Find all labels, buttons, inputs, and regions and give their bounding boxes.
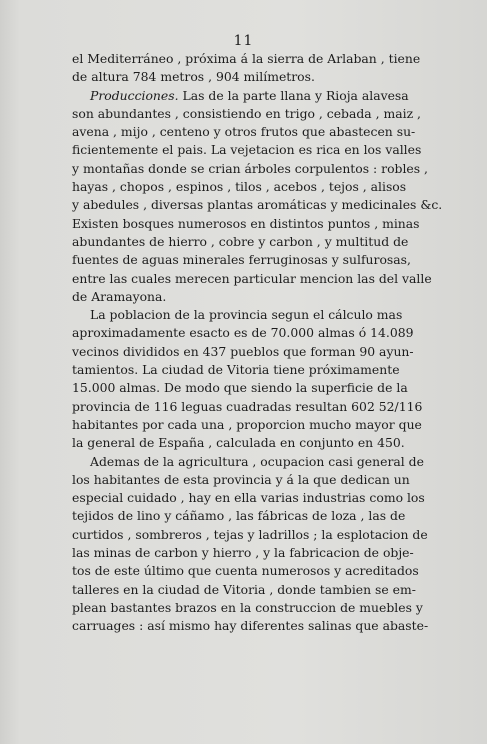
text-line: avena , mijo , centeno y otros frutos que abastecen su- [72, 124, 416, 140]
text-line: aproximadamente esacto es de 70.000 almas ó 14.089 [72, 325, 414, 341]
text-line: tamientos. La ciudad de Vitoria tiene próximamente [72, 362, 400, 378]
section-heading-italic: Producciones. [90, 87, 179, 103]
text-line: la general de España , calculada en conjunto en 450. [72, 435, 405, 451]
text-line: de altura 784 metros , 904 milímetros. [72, 69, 315, 85]
text-line: entre las cuales merecen particular mencion las del valle [72, 270, 432, 286]
paragraph-2 [72, 87, 443, 307]
text-line: fuentes de aguas minerales ferruginosas y sulfurosas, [72, 252, 411, 268]
text-line: ficientemente el pais. La vejetacion es rica en los valles [72, 142, 422, 158]
text-line: habitantes por cada una , proporcion mucho mayor que [72, 416, 422, 432]
text-line: 15.000 almas. De modo que siendo la superficie de la [72, 380, 408, 396]
paragraph-3 [72, 306, 423, 452]
text-line: de Aramayona. [72, 288, 167, 304]
text-line: las minas de carbon y hierro , y la fabricacion de obje- [72, 545, 414, 561]
text-line: Ademas de la agricultura , ocupacion casi general de [90, 453, 424, 469]
text-line: curtidos , sombreros , tejas y ladrillos ; la esplotacion de [72, 526, 428, 542]
text-line: Existen bosques numerosos en distintos puntos , minas [72, 215, 420, 231]
text-line: tos de este último que cuenta numerosos y acreditados [72, 563, 419, 579]
text-line: carruages : así mismo hay diferentes salinas que abaste- [72, 618, 429, 634]
text-line: Las de la parte llana y Rioja alavesa [178, 87, 409, 103]
text-line: hayas , chopos , espinos , tilos , acebos , tejos , alisos [72, 179, 407, 195]
text-line: los habitantes de esta provincia y á la que dedican un [72, 471, 410, 487]
text-line: y montañas donde se crian árboles corpulentos : robles , [72, 160, 428, 176]
text-line: tejidos de lino y cáñamo , las fábricas de loza , las de [72, 508, 406, 524]
text-line: provincia de 116 leguas cuadradas resultan 602 52/116 [72, 398, 423, 414]
paragraph-4 [72, 453, 429, 636]
text-line: La poblacion de la provincia segun el cálculo mas [90, 307, 403, 323]
paragraph-1 [72, 50, 421, 87]
text-line: abundantes de hierro , cobre y carbon , y multitud de [72, 233, 409, 249]
text-line: y abedules , diversas plantas aromáticas y medicinales &c. [72, 197, 443, 213]
text-line: especial cuidado , hay en ella varias industrias como los [72, 490, 425, 506]
text-line: vecinos divididos en 437 pueblos que forman 90 ayun- [72, 343, 414, 359]
text-line: el Mediterráneo , próxima á la sierra de Arlaban , tiene [72, 51, 421, 66]
text-line: talleres en la ciudad de Vitoria , donde tambien se em- [72, 581, 416, 597]
page-number: 11 [233, 33, 254, 49]
text-line-lead [72, 87, 409, 105]
text-line: son abundantes , consistiendo en trigo , cebada , maiz , [72, 105, 422, 121]
body-text [72, 50, 443, 636]
text-line: plean bastantes brazos en la construccion de muebles y [72, 599, 423, 615]
